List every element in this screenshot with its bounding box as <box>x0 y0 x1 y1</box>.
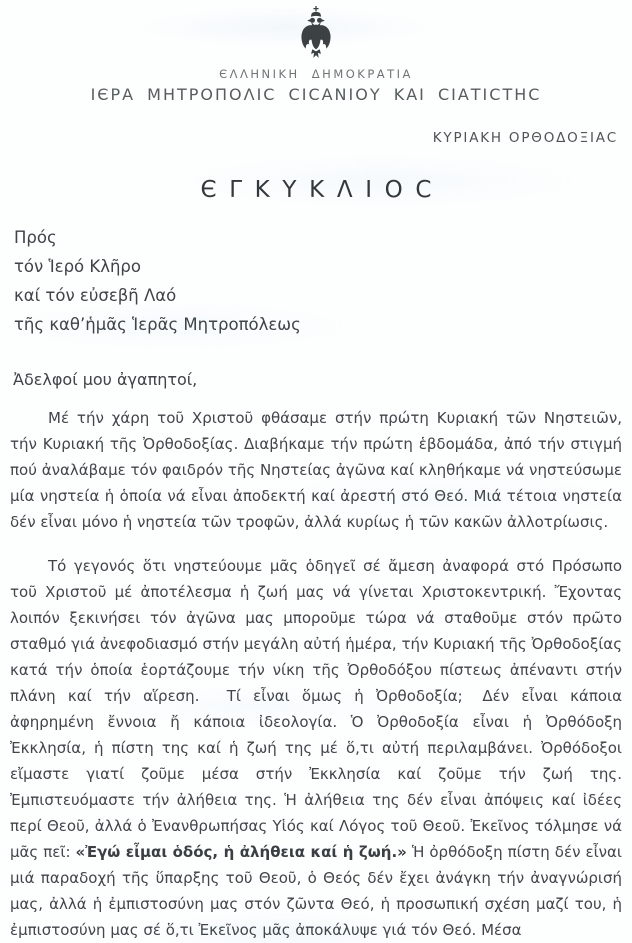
recipient-block <box>14 223 632 339</box>
occasion-label: ΚΥΡΙΑΚΗ ΟΡΘΟΔΟΞΙΑϹ <box>432 130 618 146</box>
encyclical-title: ЄΓΚΥΚΛΙΟϹ <box>200 177 445 203</box>
encyclical-page <box>0 6 632 939</box>
paragraph-text: Τό γεγονός ὅτι νηστεύουμε μᾶς ὁδηγεῖ σέ ἄμεση ἀναφορά στό Πρόσωπο τοῦ Χριστοῦ μέ ἀποτέλεσμα ἡ ζωή μας νά γίνεται Χριστοκεντρική. Ἔχοντας λοιπόν ξεκινήσει τόν ἀγῶνα μας μποροῦμε τώρα νά σταθοῦμε στόν πρῶτο σταθμό γιά ἀνεφοδιασμό στήν μεγάλη αὐτή ἡμέρα, τήν Κυριακή τῆς Ὀρθοδοξίας κατά τήν ὁποία ἑορτάζουμε τήν νίκη τῆς Ὀρθοδόξου πίστεως ἀπέναντι στήν πλάνη καί τήν αἵρεση. Τί εἶναι ὅμως ἡ Ὀρθοδοξία; Δέν εἶναι κάποια ἀφηρημένη ἔννοια ἤ κάποια ἰδεολογία. Ὁ Ὀρθοδοξία εἶναι ἡ Ὀρθόδοξη Ἐκκλησία, ἡ πίστη της καί ἡ ζωή της μέ ὅ,τι αὐτή περιλαμβάνει. Ὀρθόδοξοι εἴμαστε γιατί ζοῦμε μέσα στήν Ἐκκλησία καί ζοῦμε τήν ζωή της. Ἐμπιστευόμαστε τήν ἀλήθεια της. Ἡ ἀλήθεια της δέν εἶναι ἀπόψεις καί ἰδέες περί Θεοῦ, ἀλλά ὁ Ἐνανθρωπήσας Υἱός καί Λόγος τοῦ Θεοῦ. Ἐκεῖνος τόλμησε νά μᾶς πεῖ: <box>10 557 622 861</box>
salutation: Ἀδελφοί μου ἀγαπητοί, <box>13 370 198 389</box>
paragraph-1: Μέ τήν χάρη τοῦ Χριστοῦ φθάσαμε στήν πρώτη Κυριακή τῶν Νηστειῶν, τήν Κυριακή τῆς Ὀρθοδοξίας. Διαβήκαμε τήν πρώτη ἑβδομάδα, ἀπό τήν στιγμή πού ἀναλάβαμε τόν φαιδρόν τῆς Νηστείας ἀγῶνα καί κληθήκαμε νά νηστεύσωμε μία νηστεία ἡ ὁποία νά εἶναι ἀποδεκτή καί ἀρεστή στό Θεό. Μιά τέτοια νηστεία δέν εἶναι μόνο ἡ νηστεία τῶν τροφῶν, ἀλλά κυρίως ἡ τῶν κακῶν ἀλλοτρίωσις. <box>10 409 622 531</box>
paragraph-text: Ἡ ὀρθόδοξη πίστη δέν εἶναι μιά παραδοχή τῆς ὕπαρξης τοῦ Θεοῦ, ὁ Θεός δέν ἔχει ἀνάγκη τήν ἀναγνώρισή μας, ἀλλά ἡ ἐμπιστοσύνη μας στόν ζῶντα Θεό, ἡ προσωπική σχέση μαζί του, ἡ ἐμπιστοσύνη μας σέ ὅ,τι Ἐκεῖνος μᾶς ἀποκάλυψε γιά τόν Θεό. Μέσα <box>10 843 622 939</box>
recipient-line: τῆς καθ’ἡμᾶς Ἱερᾶς Μητροπόλεως <box>14 315 301 334</box>
scripture-quote: «Ἐγώ εἶμαι ὁδός, ἡ ἀλήθεια καί ἡ ζωή.» <box>75 843 407 861</box>
recipient-line: τόν Ἱερό Κλῆρο <box>14 257 142 276</box>
recipient-line: καί τόν εὐσεβῆ Λαό <box>14 286 177 305</box>
metropolis-header: ΙЄΡΑ ΜΗΤΡΟΠΟΛΙϹ ϹΙϹΑΝΙΟΥ ΚΑΙ ϹΙΑΤΙϹΤΗϹ <box>90 85 542 104</box>
republic-header: ЄΛΛΗΝΙΚΗ ΔΗΜΟΚΡΑΤΙΑ <box>219 67 413 81</box>
double-headed-eagle-emblem <box>299 6 333 60</box>
paragraph-2 <box>10 553 622 943</box>
recipient-line: Πρός <box>14 228 57 247</box>
